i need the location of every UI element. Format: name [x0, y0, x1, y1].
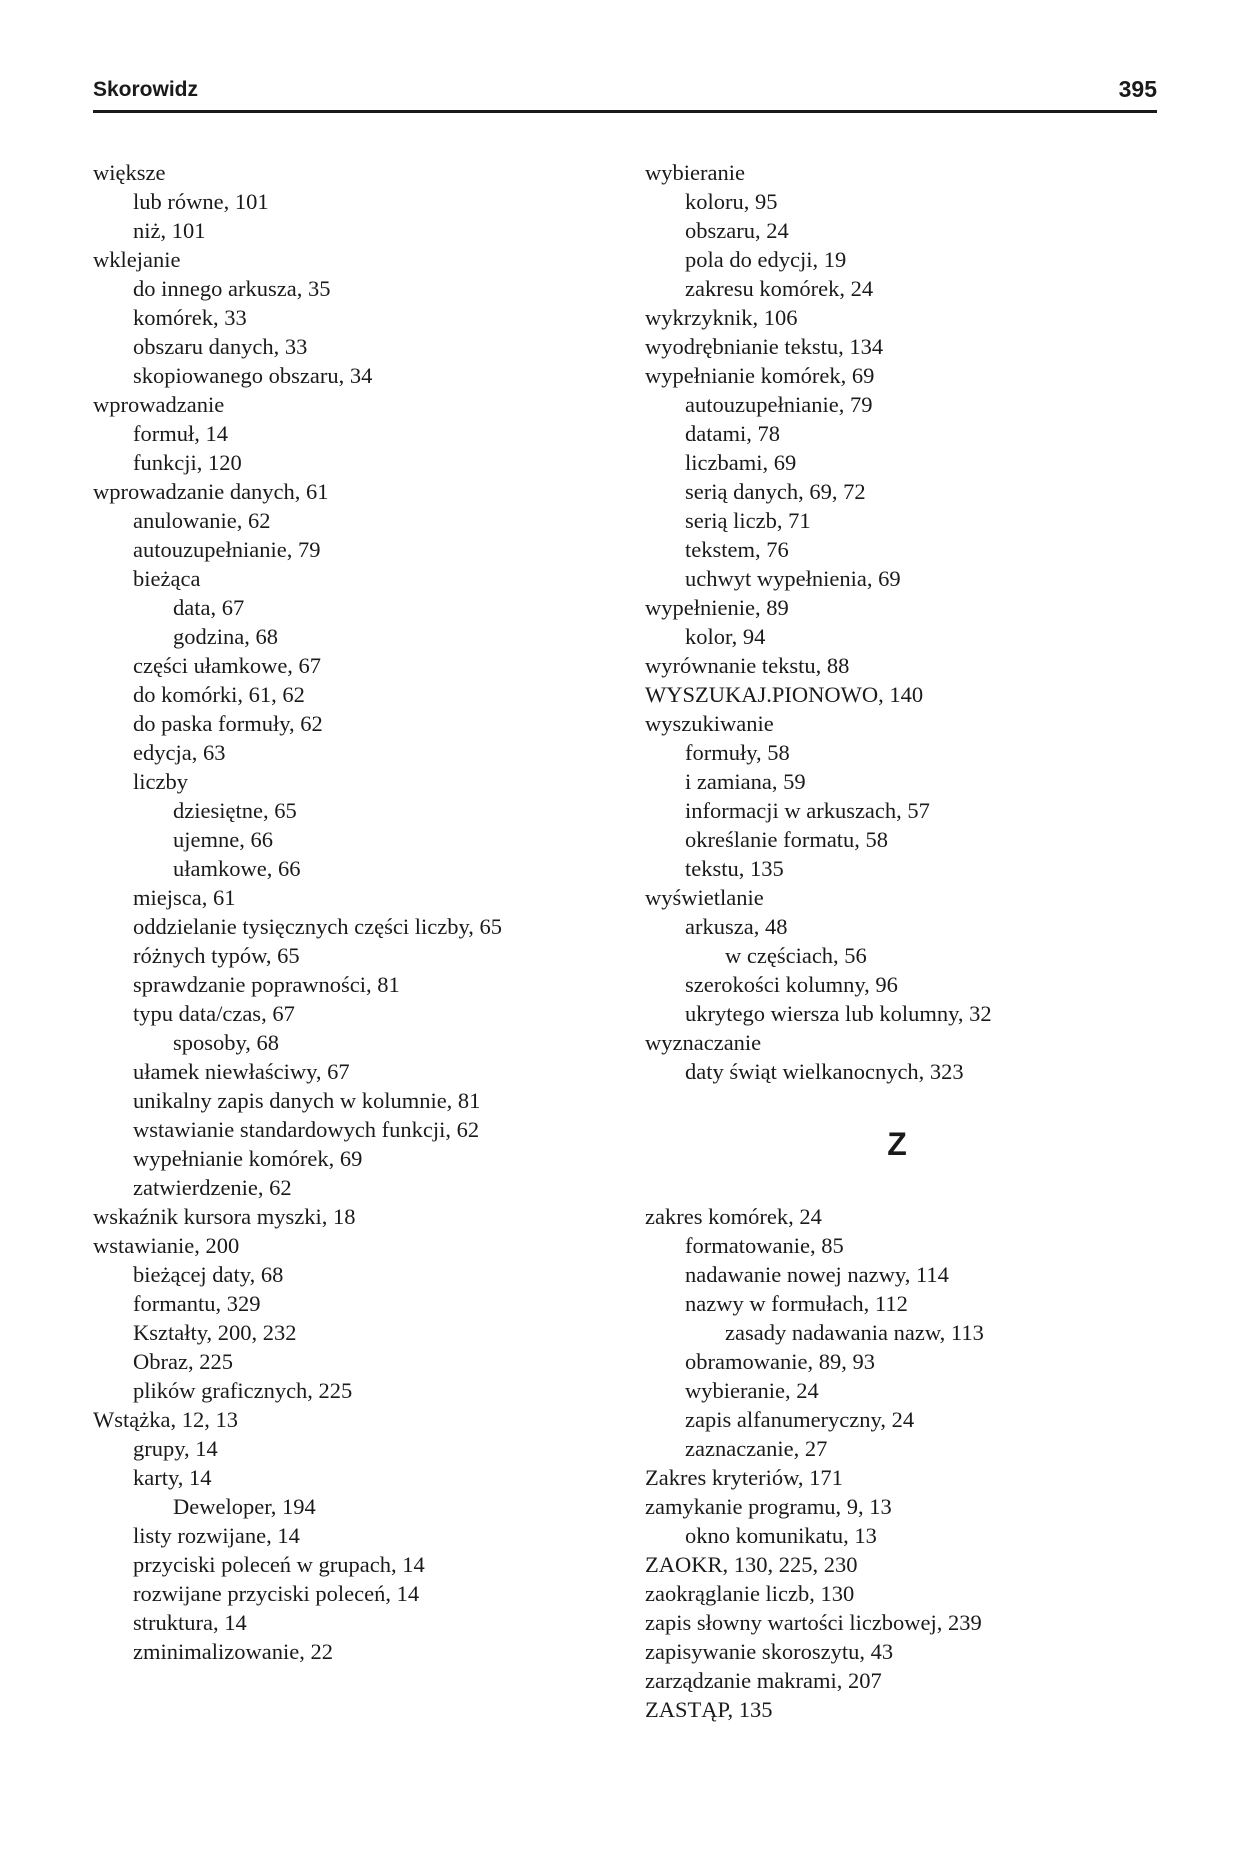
index-entry: wklejanie [93, 247, 181, 272]
index-subentry: ukrytego wiersza lub kolumny, 32 [685, 1001, 992, 1026]
index-subentry: niż, 101 [133, 218, 206, 243]
index-subentry: koloru, 95 [685, 189, 778, 214]
index-entry: wyodrębnianie tekstu, 134 [645, 334, 884, 359]
index-subentry: sprawdzanie poprawności, 81 [133, 972, 400, 997]
index-subentry: formuł, 14 [133, 421, 228, 446]
index-subentry: listy rozwijane, 14 [133, 1523, 300, 1548]
index-entry: wyznaczanie [645, 1030, 762, 1055]
index-subentry: obszaru, 24 [685, 218, 789, 243]
index-subentry: przyciski poleceń w grupach, 14 [133, 1552, 425, 1577]
index-entry: wypełnienie, 89 [645, 595, 789, 620]
index-subentry: wybieranie, 24 [685, 1378, 819, 1403]
index-entry: zapisywanie skoroszytu, 43 [645, 1639, 894, 1664]
index-entry: wyszukiwanie [645, 711, 774, 736]
index-subentry: kolor, 94 [685, 624, 766, 649]
index-subentry: dziesiętne, 65 [173, 798, 297, 823]
index-subentry: wstawianie standardowych funkcji, 62 [133, 1117, 480, 1142]
index-subentry: zatwierdzenie, 62 [133, 1175, 292, 1200]
index-subentry: zakresu komórek, 24 [685, 276, 874, 301]
index-entry: WYSZUKAJ.PIONOWO, 140 [645, 682, 924, 707]
index-entry: zarządzanie makrami, 207 [645, 1668, 882, 1693]
index-subentry: funkcji, 120 [133, 450, 242, 475]
index-subentry: części ułamkowe, 67 [133, 653, 322, 678]
index-entry: zaokrąglanie liczb, 130 [645, 1581, 855, 1606]
index-entry: wyświetlanie [645, 885, 764, 910]
section-title: Skorowidz [93, 78, 199, 101]
index-subentry: ułamek niewłaściwy, 67 [133, 1059, 350, 1084]
letter-heading: Z [887, 1125, 907, 1162]
index-entry: większe [93, 160, 166, 185]
index-entry: ZAOKR, 130, 225, 230 [645, 1552, 858, 1577]
index-subentry: skopiowanego obszaru, 34 [133, 363, 373, 388]
index-subentry: oddzielanie tysięcznych części liczby, 65 [133, 914, 502, 939]
index-subentry: plików graficznych, 225 [133, 1378, 353, 1403]
index-subentry: formuły, 58 [685, 740, 790, 765]
index-subentry: obramowanie, 89, 93 [685, 1349, 875, 1374]
index-subentry: zapis alfanumeryczny, 24 [685, 1407, 915, 1432]
index-subentry: nadawanie nowej nazwy, 114 [685, 1262, 949, 1287]
index-subentry: zminimalizowanie, 22 [133, 1639, 333, 1664]
index-subentry: zaznaczanie, 27 [685, 1436, 828, 1461]
index-subentry: lub równe, 101 [133, 189, 269, 214]
index-subentry: arkusza, 48 [685, 914, 788, 939]
index-subentry: Obraz, 225 [133, 1349, 233, 1374]
index-subentry: typu data/czas, 67 [133, 1001, 295, 1026]
page-number: 395 [1118, 76, 1157, 102]
index-subentry: godzina, 68 [173, 624, 278, 649]
index-subentry: bieżącej daty, 68 [133, 1262, 284, 1287]
index-entry: wybieranie [645, 160, 745, 185]
index-subentry: obszaru danych, 33 [133, 334, 308, 359]
running-header [93, 74, 1157, 113]
index-subentry: do komórki, 61, 62 [133, 682, 305, 707]
index-subentry: autouzupełnianie, 79 [133, 537, 321, 562]
index-entry: wprowadzanie [93, 392, 225, 417]
index-subentry: formatowanie, 85 [685, 1233, 844, 1258]
index-subentry: do innego arkusza, 35 [133, 276, 331, 301]
index-subentry: i zamiana, 59 [685, 769, 806, 794]
index-subentry: bieżąca [133, 566, 201, 591]
index-subentry: unikalny zapis danych w kolumnie, 81 [133, 1088, 481, 1113]
index-subentry: miejsca, 61 [133, 885, 236, 910]
index-subentry: informacji w arkuszach, 57 [685, 798, 930, 823]
index-subentry: struktura, 14 [133, 1610, 247, 1635]
index-entry: wstawianie, 200 [93, 1233, 240, 1258]
index-subentry: edycja, 63 [133, 740, 226, 765]
index-entry: zapis słowny wartości liczbowej, 239 [645, 1610, 982, 1635]
index-subentry: uchwyt wypełnienia, 69 [685, 566, 901, 591]
index-subentry: szerokości kolumny, 96 [685, 972, 898, 997]
index-subentry: nazwy w formułach, 112 [685, 1291, 908, 1316]
index-subentry: w częściach, 56 [725, 943, 867, 968]
index-subentry: sposoby, 68 [173, 1030, 280, 1055]
index-entry: wyrównanie tekstu, 88 [645, 653, 850, 678]
index-subentry: liczbami, 69 [685, 450, 797, 475]
index-subentry: komórek, 33 [133, 305, 247, 330]
index-subentry: ułamkowe, 66 [173, 856, 301, 881]
index-entry: wypełnianie komórek, 69 [645, 363, 875, 388]
index-column-right [645, 158, 1165, 1724]
index-entry: ZASTĄP, 135 [645, 1697, 773, 1722]
index-subentry: pola do edycji, 19 [685, 247, 847, 272]
index-subentry: grupy, 14 [133, 1436, 218, 1461]
index-entry: zamykanie programu, 9, 13 [645, 1494, 892, 1519]
index-subentry: serią danych, 69, 72 [685, 479, 866, 504]
index-entry: zakres komórek, 24 [645, 1204, 822, 1229]
index-subentry: liczby [133, 769, 188, 794]
index-subentry: formantu, 329 [133, 1291, 261, 1316]
index-subentry: rozwijane przyciski poleceń, 14 [133, 1581, 420, 1606]
index-subentry: wypełnianie komórek, 69 [133, 1146, 363, 1171]
index-subentry: Deweloper, 194 [173, 1494, 316, 1519]
index-subentry: datami, 78 [685, 421, 780, 446]
index-entry: wykrzyknik, 106 [645, 305, 798, 330]
index-entry: wprowadzanie danych, 61 [93, 479, 329, 504]
index-subentry: do paska formuły, 62 [133, 711, 323, 736]
index-subentry: zasady nadawania nazw, 113 [725, 1320, 984, 1345]
index-subentry: tekstem, 76 [685, 537, 789, 562]
index-subentry: Kształty, 200, 232 [133, 1320, 297, 1345]
index-subentry: różnych typów, 65 [133, 943, 300, 968]
index-entry: wskaźnik kursora myszki, 18 [93, 1204, 356, 1229]
index-subentry: daty świąt wielkanocnych, 323 [685, 1059, 964, 1084]
index-subentry: serią liczb, 71 [685, 508, 811, 533]
index-subentry: karty, 14 [133, 1465, 212, 1490]
index-subentry: ujemne, 66 [173, 827, 273, 852]
index-subentry: tekstu, 135 [685, 856, 784, 881]
index-subentry: okno komunikatu, 13 [685, 1523, 877, 1548]
index-entry: Wstążka, 12, 13 [93, 1407, 238, 1432]
index-column-left [93, 158, 613, 1666]
index-subentry: określanie formatu, 58 [685, 827, 889, 852]
index-subentry: anulowanie, 62 [133, 508, 271, 533]
index-subentry: data, 67 [173, 595, 245, 620]
index-entry: Zakres kryteriów, 171 [645, 1465, 843, 1490]
index-subentry: autouzupełnianie, 79 [685, 392, 873, 417]
